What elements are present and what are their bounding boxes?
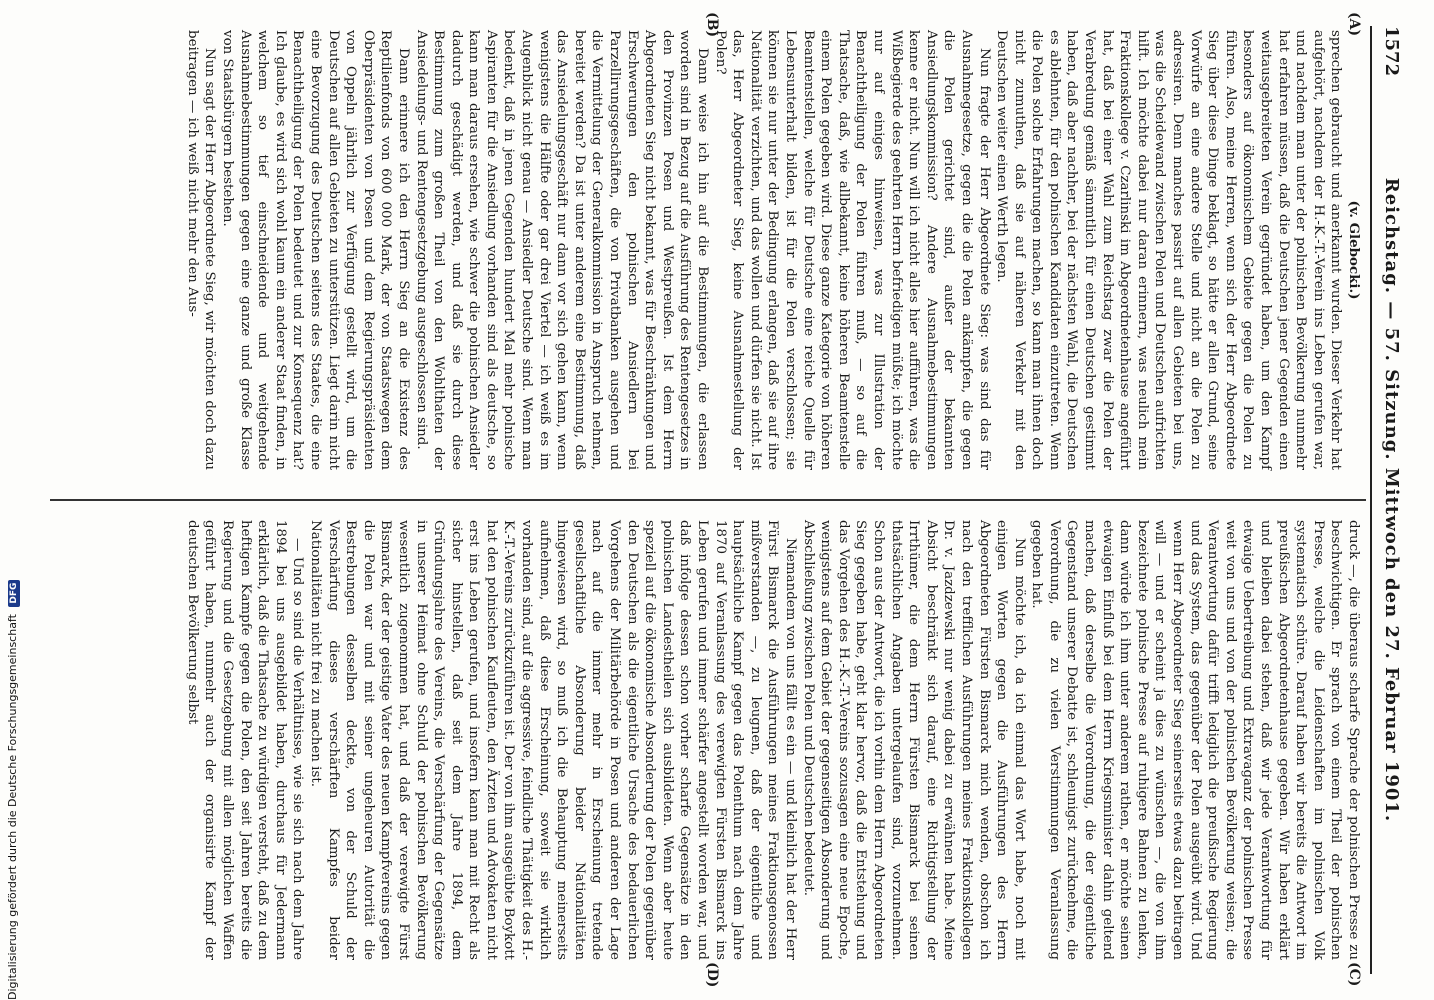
left-paragraph: sprechen gebraucht und anerkannt wurden. Dieser Verkehr hat aufgehört, nachdem der H.-K.-T.-Verein ins Leben gerufen war, und nachdem man unter der polnischen Bevölkerung nunmehr hat erfahren müssen, daß die Deutschen jener Gegenden einen weitausgebreiteten Verein gegründet haben, um den Kampf besonders auf ökonomischem Gebiete gegen die Polen zu führen. Also, meine Herren, wenn sich der Herr Abgeordnete Sieg über diese Dinge beklagt, so hätte er allen Grund, seine Vorwürfe an eine andere Stelle und nicht an die Polen zu adressiren. Denn manches passirt auf allen Gebieten bei uns, was die Scheidewand zwischen Polen und Deutschen aufrichten hilft. Ich möchte dabei nur daran erinnern, was neulich mein Fraktionskollege v. Czarlinski im Abgeordnetenhause angeführt hat, daß bei einer Wahl zum Reichstag zwar die Polen der Verabredung gemäß sämmtlich für einen Deutschen gestimmt haben, daß aber nachher, bei der nächsten Wahl, die Deutschen es ablehnten, für den polnischen Kandidaten einzutreten. Wenn die Polen solche Erfahrungen machen, so kann man ihnen doch nicht zumuthen, daß sie auf näheren Verkehr mit den Deutschen weiter einen Werth legen. <box>994 30 1344 470</box>
newspaper-page <box>40 10 1410 990</box>
column-divider <box>50 499 1366 501</box>
page-number: 1572 <box>1381 26 1402 77</box>
margin-marker-c: (C) <box>1346 962 1362 987</box>
left-paragraph: Nun sagt der Herr Abgeordnete Sieg, wir möchten doch dazu beitragen — ich weiß nicht mehr den Aus- <box>184 30 218 470</box>
right-paragraph: druck —, die überaus scharfe Sprache der polnischen Presse zu beschwichtigen. Er sprach von einem Theil der polnischen Presse, welche die Leidenschaften im polnischen Volk systematisch schüre. Darauf haben wir bereits die Antwort im preußischen Abgeordnetenhause gegeben. Wir haben erklärt und bleiben dabei stehen, daß wir jede Verantwortung für etwaige Uebertreibung und Extravaganz der polnischen Presse weit von uns und von der polnischen Bevölkerung weisen; die Verantwortung dafür trifft lediglich die preußische Regierung und das System, das gegenüber der Polen ausgeübt wird. Und wenn Herr Abgeordneter Sieg seinerseits etwas dazu beitragen will — und er scheint ja dies zu wünschen —, die von ihm bezeichnete polnische Presse auf ruhigere Bahnen zu lenken, dann würde ich ihm unter anderem rathen, er möchte seinen etwaigen Einfluß bei dem Herrn Kriegsminister dahin geltend machen, daß derselbe die Verordnung, die der eigentliche Gegenstand unserer Debatte ist, schleunigst zurücknehme, die Verordnung, die zu vielen Verstimmungen Veranlassung gegeben hat. <box>1029 520 1361 960</box>
margin-marker-d: (D) <box>704 962 720 988</box>
page-header <box>1372 26 1402 974</box>
right-paragraph: — Und so sind die Verhältnisse, wie sie sich nach dem Jahre 1894 bei uns ausgebildet haben, durchaus für Jedermann erklärlich, daß die Thatsache zu würdigen versteht, daß zu dem heftigen Kampfe gegen die Polen, den seit Jahren bereits die Regierung und die Gesetzgebung mit allen möglichen Waffen geführt haben, nunmehr auch der organisirte Kampf der deutschen Bevölkerung selbst <box>184 520 306 960</box>
right-paragraph: Nun möchte ich, da ich einmal das Wort habe, noch mit einigen Worten gegen die Ausführungen des Herrn Abgeordneten Fürsten Bismarck mich wenden, obschon ich nach den trefflichen Ausführungen meines Fraktionskollegen Dr. v. Jazdzewski nur wenig dabei zu erwähnen habe. Meine Absicht beschränkt sich darauf, eine Richtigstellung der Irrthümer, die dem Herrn Fürsten Bismarck bei seinen thatsächlichen Angaben untergelaufen sind, vorzunehmen. Schon aus der Antwort, die ich vorhin dem Herrn Abgeordneten Sieg gegeben habe, geht klar hervor, daß die Entstehung und das Vorgehen des H.-K.-T.-Vereins sozusagen eine neue Epoche, wenigstens auf dem Gebiet der gegenseitigen Absonderung und Abschließung zwischen Polen und Deutschen bedeutet. <box>800 520 1027 960</box>
dfg-logo: DFG <box>8 580 20 607</box>
margin-marker-b: (B) <box>704 12 720 38</box>
left-paragraph: Dann weise ich hin auf die Bestimmungen, die erlassen worden sind in Bezug auf die Ausführung des Rentengesetzes in den Provinzen Posen und Westpreußen. Ist dem Herrn Abgeordneten Sieg nicht bekannt, was für Beschränkungen und Erschwerungen den polnischen Ansiedlern bei Parzellirungsgeschäften, die von Privatbanken ausgehen und die Vermittelung der Generalkommission in Anspruch nehmen, bereitet werden? Da ist unter anderem eine Bestimmung, daß das Ansiedelungsgeschäft nur dann vor sich gehen kann, wenn wenigstens die Hälfte oder gar drei Viertel — ich weiß es im Augenblick nicht genau — Ansiedler Deutsche sind. Wenn man bedenkt, daß in jenen Gegenden hundert Mal mehr polnische Aspiranten für die Ansiedlung vorhanden sind als deutsche, so kann man daraus ersehen, wie schwer die polnischen Ansiedler dadurch geschädigt werden, und daß sie durch diese Bestimmung zum großen Theil von den Wohlthaten der Ansiedelungs- und Rentengesetzgebung ausgeschlossen sind. <box>413 30 711 470</box>
left-paragraph: Nun fragte der Herr Abgeordnete Sieg: was sind das für Ausnahmegesetze, gegen die die Polen ankämpfen, die gegen die Polen gerichtet sind, außer der bekannten Ansiedlungskommission? Andere Ausnahmebestimmungen kenne er nicht. Nun will ich nicht alles hier aufführen, was die Wißbegierde des geehrten Herrn befriedigen müßte; ich möchte nur auf einiges hinweisen, was zur Illustration der Benachtheiligung der Polen führen muß, — so auf die Thatsache, daß, wie allbekannt, keine höheren Beamtenstelle einem Polen gegeben wird. Diese ganze Kategorie von höheren Beamtenstellen, welche für Deutsche eine reiche Quelle für Lebensunterhalt bilden, ist für die Polen verschlossen; sie können sie nur unter der Bedingung erlangen, daß sie auf ihre Nationalität verzichten, und das wollen und dürfen sie nicht. Ist das, Herr Abgeordneter Sieg, keine Ausnahmestellung der Polen? <box>712 30 992 470</box>
right-paragraph: Niemandem von uns fällt es ein — und kleinlich hat der Herr Fürst Bismarck die Ausführungen meines Fraktionsgenossen mißverstanden —, zu leugnen, daß der eigentliche und hauptsächliche Kampf gegen das Polenthum nach dem Jahre 1870 auf Veranlassung des verewigten Fürsten Bismarck ins Leben gerufen und immer schärfer angestellt worden war, und daß infolge dessen schon vorher scharfe Gegensätze in den polnischen Landestheilen sich ausbildeten. Wenn aber heute speziell auf die ökonomische Absonderung der Polen gegenüber den Deutschen als die eigentliche Ursache des bedauerlichen Vorgehens der Militärbehörde in Posen und anderen der Lage nach auf die immer mehr in Erscheinung tretende gesellschaftliche Absonderung beider Nationalitäten hingewiesen wird, so muß ich die Behauptung meinerseits aufnehmen, daß diese Erscheinung, soweit sie wirklich vorhanden sind, auf die aggressive, feindliche Thätigkeit des H.-K.-T.-Vereins zurückzuführen ist. Der von ihm ausgeübte Boykott hat den polnischen Kaufleuten, den Ärzten und Advokaten nicht erst ins Leben gerufen, und insofern kann man mit Recht als sicher hinstellen, daß seit dem Jahre 1894, dem Gründungsjahre des Vereins, die Verschärfung der Gegensätze in unserer Heimat ohne Schuld der polnischen Bevölkerung wesentlich zugenommen hat, und daß der verewigte Fürst Bismarck, der der geistige Vater des neuen Kampfvereins gegen die Polen war und mit seiner ungeheuren Autorität die Bestrebungen desselben deckte, von der Schuld der Verschärfung dieses verschärften Kampfes beider Nationalitäten nicht frei zu machen ist. <box>307 520 798 960</box>
right-column <box>183 520 1362 960</box>
digitization-text: Digitalisierung gefördert durch die Deutsche Forschungsgemeinschaft <box>6 614 19 1000</box>
margin-marker-a: (A) <box>1346 12 1362 37</box>
left-paragraph: Dann erinnere ich den Herrn Sieg an die Existenz des Reptilienfonds von 600 000 Mark, der von Staatswegen dem Oberpräsidenten von Posen und dem Regierungspräsidenten von Oppeln jährlich zur Verfügung gestellt wird, um die Deutschen auf allen Gebieten zu unterstützen. Liegt darin nicht eine Bevorzugung des Deutschen seitens des Staates, die eine Benachtheiligung der Polen bedeutet und zur Konsequenz hat? Ich glaube, es wird sich wohl kaum ein anderer Staat finden, in welchem so tief einschneidende und weitgehende Ausnahmebestimmungen gegen eine ganze und große Klasse von Staatsbürgern bestehen. <box>220 30 411 470</box>
left-column <box>183 30 1362 470</box>
speaker-name: (v. Glebocki.) <box>1346 200 1362 300</box>
digitization-note <box>6 580 20 1000</box>
header-rule <box>1370 26 1372 974</box>
page-title: Reichstag. — 57. Sitzung. Mittwoch den 27. Februar 1901. <box>1381 177 1402 823</box>
